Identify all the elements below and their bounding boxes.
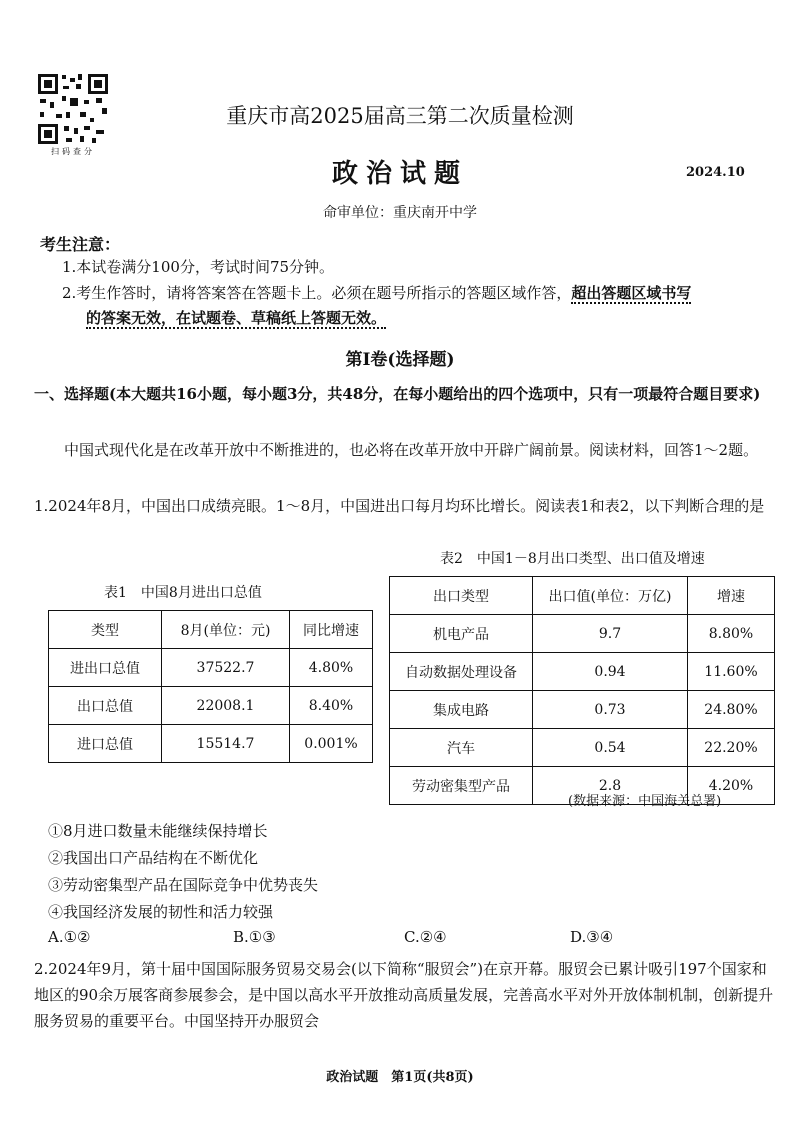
- statement-option-1: ①8月进口数量未能继续保持增长: [48, 822, 268, 840]
- notice-item-2-cont: [86, 307, 386, 330]
- table-header-cell: 出口值(单位：万亿): [533, 577, 688, 615]
- table-1-caption: 表1 中国8月进出口总值: [104, 585, 262, 601]
- table-cell: 汽车: [390, 729, 533, 767]
- table-row: [390, 729, 775, 767]
- table-cell: 9.7: [533, 615, 688, 653]
- notice-item-2: [62, 282, 782, 305]
- table-2: [389, 576, 775, 805]
- notice-heading: 考生注意：: [40, 235, 121, 254]
- table-cell: 机电产品: [390, 615, 533, 653]
- table-cell: 劳动密集型产品: [390, 767, 533, 805]
- table-header-cell: 8月(单位：元): [162, 611, 290, 649]
- statement-option-3: ③劳动密集型产品在国际竞争中优势丧失: [48, 876, 319, 894]
- table-header-cell: 类型: [49, 611, 162, 649]
- statement-option-4: ④我国经济发展的韧性和活力较强: [48, 903, 274, 921]
- table-cell: 24.80%: [688, 691, 775, 729]
- statement-option-2: ②我国出口产品结构在不断优化: [48, 849, 259, 867]
- table-cell: 0.54: [533, 729, 688, 767]
- exam-title: 重庆市高2025届高三第二次质量检测: [226, 104, 574, 128]
- subject-title: 政治试题: [331, 159, 468, 189]
- notice-item-1: 1.本试卷满分100分，考试时间75分钟。: [62, 258, 335, 276]
- table-cell: 8.40%: [290, 687, 373, 725]
- table-cell: 4.80%: [290, 649, 373, 687]
- table-cell: 0.73: [533, 691, 688, 729]
- exam-date: 2024.10: [686, 165, 745, 180]
- table-cell: 37522.7: [162, 649, 290, 687]
- table-cell: 4.20%: [688, 767, 775, 805]
- answer-choice-d: D.③④: [570, 928, 614, 946]
- table-cell: 自动数据处理设备: [390, 653, 533, 691]
- volume-title: 第Ⅰ卷(选择题): [345, 350, 455, 370]
- table-cell: 22008.1: [162, 687, 290, 725]
- table-row: [49, 687, 373, 725]
- answer-choice-a: A.①②: [48, 928, 91, 946]
- table-row: [390, 691, 775, 729]
- table-cell: 集成电路: [390, 691, 533, 729]
- notice-emphasis-1: 超出答题区域书写: [571, 284, 692, 302]
- table-row: [390, 653, 775, 691]
- table-cell: 11.60%: [688, 653, 775, 691]
- table-cell: 进出口总值: [49, 649, 162, 687]
- table-cell: 22.20%: [688, 729, 775, 767]
- page-footer: 政治试题 第1页(共8页): [326, 1070, 474, 1085]
- table-header-cell: 出口类型: [390, 577, 533, 615]
- table-header-cell: 增速: [688, 577, 775, 615]
- data-source-note: (数据来源：中国海关总署): [568, 794, 722, 809]
- notice-item-2-plain: 2.考生作答时，请将答案答在答题卡上。必须在题号所指示的答题区域作答，: [62, 284, 572, 302]
- table-cell: 0.001%: [290, 725, 373, 763]
- qr-caption: 扫码查分: [51, 147, 95, 156]
- section-heading: 一、选择题(本大题共16小题，每小题3分，共48分，在每小题给出的四个选项中，只有一项最符合题目要求): [34, 385, 761, 403]
- table-row: [49, 725, 373, 763]
- answer-choice-b: B.①③: [233, 928, 276, 946]
- table-cell: 0.94: [533, 653, 688, 691]
- table-1: [48, 610, 373, 763]
- table-row: [390, 615, 775, 653]
- table-cell: 8.80%: [688, 615, 775, 653]
- table-header-row: [390, 577, 775, 615]
- table-cell: 进口总值: [49, 725, 162, 763]
- notice-emphasis-2: 的答案无效，在试题卷、草稿纸上答题无效。: [86, 309, 387, 327]
- question-2-stem: 2.2024年9月，第十届中国国际服务贸易交易会(以下简称“服贸会”)在京开幕。服贸会已累计吸引197个国家和地区的90余万展客商参展参会，是中国以高水平开放推动高质量发展，完善高水平对外开放体制机制，创新提升服务贸易的重要平台。中国坚持开办服贸会: [34, 960, 774, 1030]
- table-row: [49, 649, 373, 687]
- table-cell: 15514.7: [162, 725, 290, 763]
- table-header-cell: 同比增速: [290, 611, 373, 649]
- table-header-row: [49, 611, 373, 649]
- setter-unit: 命审单位：重庆南开中学: [323, 205, 477, 221]
- table-2-caption: 表2 中国1－8月出口类型、出口值及增速: [440, 551, 705, 567]
- question-1-stem: 1.2024年8月，中国出口成绩亮眼。1～8月，中国进出口每月均环比增长。阅读表1和表2，以下判断合理的是: [34, 497, 765, 515]
- answer-choice-c: C.②④: [404, 928, 447, 946]
- material-intro: 中国式现代化是在改革开放中不断推进的，也必将在改革开放中开辟广阔前景。阅读材料，回答1～2题。: [64, 441, 759, 459]
- table-cell: 出口总值: [49, 687, 162, 725]
- table-cell: 2.8: [533, 767, 688, 805]
